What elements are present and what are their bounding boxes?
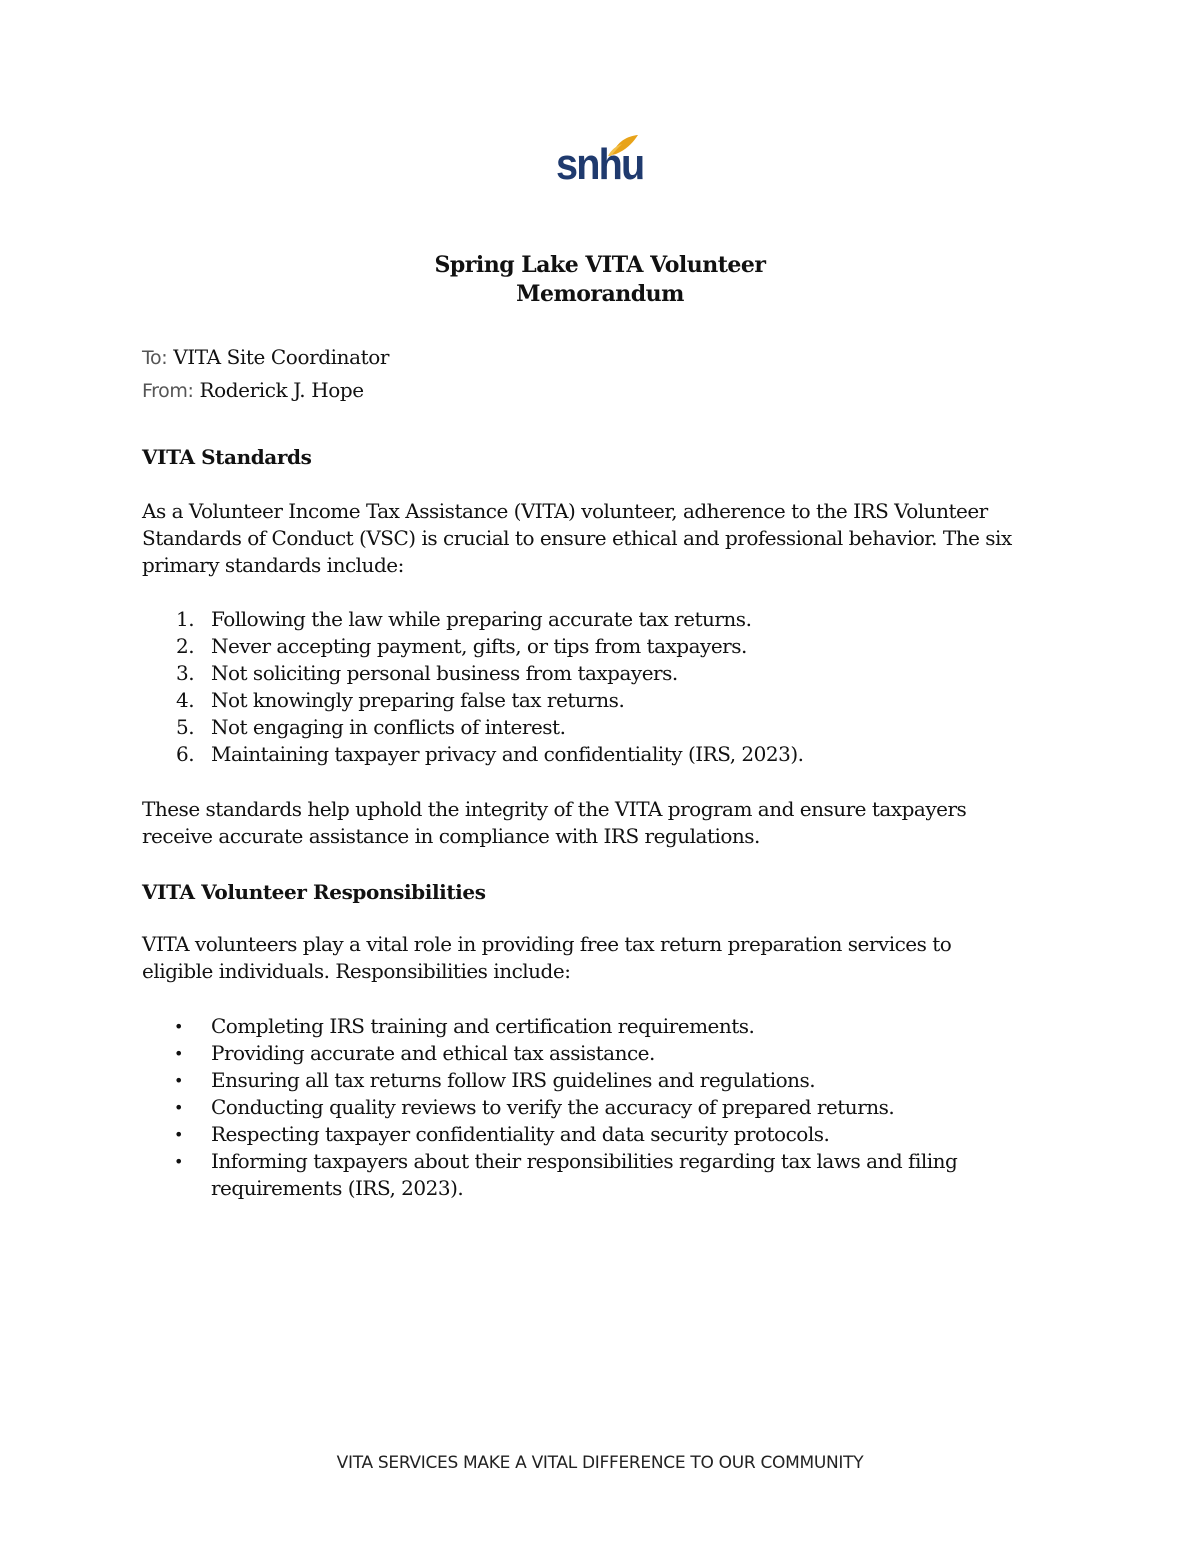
bullet-icon: • (174, 1125, 183, 1144)
list-marker: 6. (176, 742, 195, 766)
list-item (142, 1094, 1022, 1121)
bullet-icon: • (174, 1044, 183, 1063)
bullet-icon: • (174, 1152, 183, 1171)
memo-title: Spring Lake VITA Volunteer (434, 252, 766, 278)
list-item-text: Completing IRS training and certification requirements. (211, 1014, 755, 1038)
list-item-text: Following the law while preparing accurate tax returns. (211, 607, 752, 631)
bullet-icon: • (174, 1098, 183, 1117)
list-item-text: Not engaging in conflicts of interest. (211, 715, 566, 739)
from-value: Roderick J. Hope (199, 378, 364, 402)
list-item (142, 687, 1022, 714)
section-heading-standards: VITA Standards (142, 445, 312, 469)
list-marker: 2. (176, 634, 195, 658)
list-item-text: Respecting taxpayer confidentiality and data security protocols. (211, 1122, 830, 1146)
list-item-text: Not soliciting personal business from taxpayers. (211, 661, 678, 685)
list-item (142, 660, 1022, 687)
list-marker: 1. (176, 607, 195, 631)
list-marker: 5. (176, 715, 195, 739)
list-item-text: Informing taxpayers about their responsibilities regarding tax laws and filing requirements (IRS, 2023). (211, 1149, 958, 1200)
list-item-text: Providing accurate and ethical tax assistance. (211, 1041, 655, 1065)
logo-wordmark: snhu (556, 140, 644, 189)
list-item (142, 741, 1022, 768)
standards-closing: These standards help uphold the integrity of the VITA program and ensure taxpayers receive accurate assistance in compliance with IRS regulations. (142, 797, 967, 848)
list-item (142, 1121, 1022, 1148)
section-heading-responsibilities: VITA Volunteer Responsibilities (142, 880, 486, 904)
list-item (142, 714, 1022, 741)
list-item-text: Never accepting payment, gifts, or tips from taxpayers. (211, 634, 747, 658)
responsibilities-intro: VITA volunteers play a vital role in providing free tax return preparation services to eligible individuals. Responsibilities include: (142, 932, 952, 983)
bullet-icon: • (174, 1017, 183, 1036)
standards-list (142, 606, 1022, 768)
list-item (142, 1148, 1022, 1202)
list-marker: 3. (176, 661, 195, 685)
list-item (142, 633, 1022, 660)
list-item (142, 1040, 1022, 1067)
from-label: From: (142, 380, 194, 402)
list-item-text: Conducting quality reviews to verify the accuracy of prepared returns. (211, 1095, 895, 1119)
list-item (142, 606, 1022, 633)
list-item-text: Not knowingly preparing false tax returns. (211, 688, 625, 712)
memo-to (142, 342, 389, 373)
page-footer: VITA SERVICES MAKE A VITAL DIFFERENCE TO OUR COMMUNITY (336, 1453, 864, 1473)
standards-intro: As a Volunteer Income Tax Assistance (VITA) volunteer, adherence to the IRS Volunteer Standards of Conduct (VSC) is crucial to ensure ethical and professional behavior. The six primary standards include: (142, 499, 1012, 577)
list-marker: 4. (176, 688, 195, 712)
memo-subtitle: Memorandum (516, 281, 684, 307)
list-item (142, 1067, 1022, 1094)
list-item-text: Ensuring all tax returns follow IRS guidelines and regulations. (211, 1068, 816, 1092)
snhu-logo (556, 133, 644, 193)
list-item-text: Maintaining taxpayer privacy and confidentiality (IRS, 2023). (211, 742, 804, 766)
to-label: To: (142, 347, 168, 369)
responsibilities-list (142, 1013, 1022, 1202)
bullet-icon: • (174, 1071, 183, 1090)
list-item (142, 1013, 1022, 1040)
to-value: VITA Site Coordinator (173, 345, 390, 369)
memo-from (142, 375, 364, 406)
